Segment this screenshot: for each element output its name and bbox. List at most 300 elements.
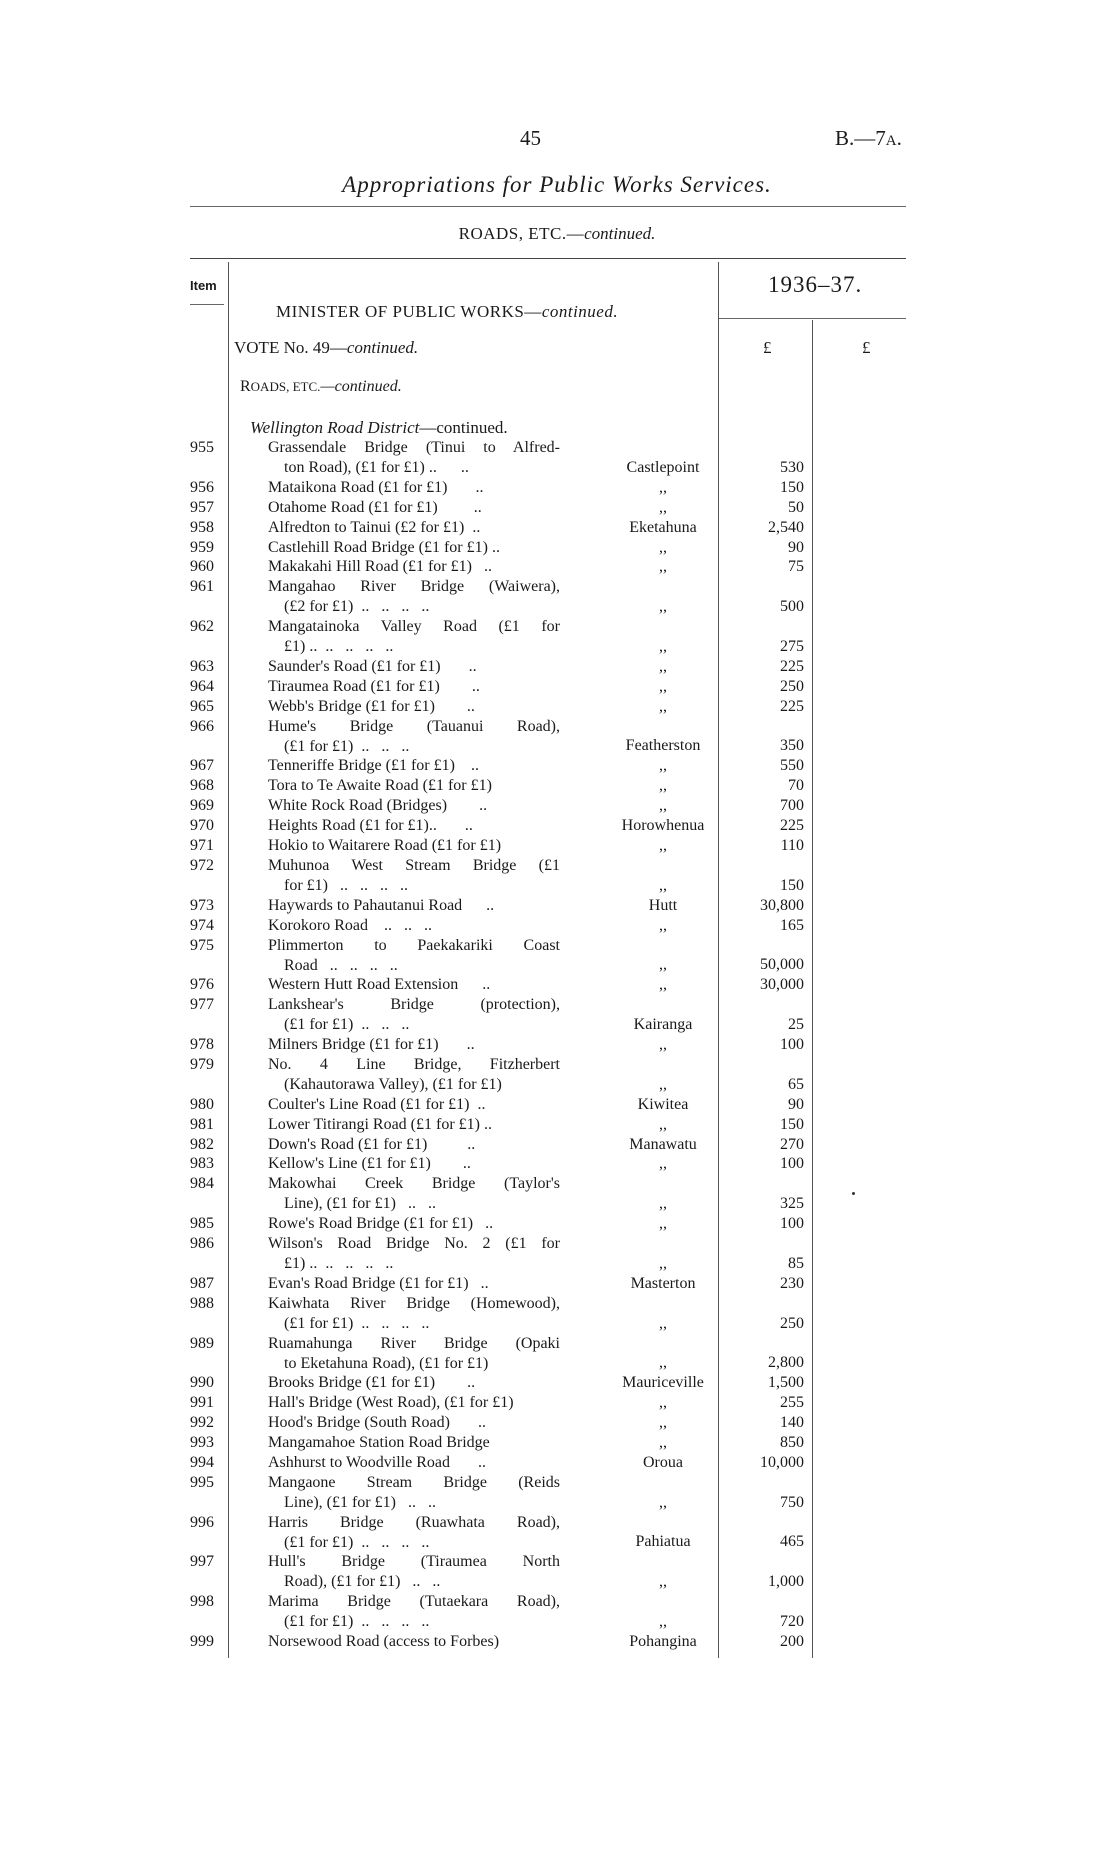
item-description-line: Road .. .. .. ..: [284, 956, 398, 974]
item-number: 972: [190, 856, 214, 874]
item-description-line: Line), (£1 for £1) .. ..: [284, 1493, 436, 1511]
item-description-line: Lower Titirangi Road (£1 for £1) ..: [268, 1115, 492, 1133]
item-description: [268, 1473, 560, 1513]
item-district: ,,: [659, 1075, 667, 1093]
item-number: 964: [190, 677, 214, 695]
item-description: [268, 1274, 560, 1294]
item-description: [268, 538, 560, 558]
item-amount: 65: [788, 1075, 804, 1093]
item-number: 968: [190, 777, 214, 795]
item-description-line: (£1 for £1) .. .. .. ..: [284, 1533, 430, 1551]
item-amount: 100: [780, 1155, 804, 1173]
item-district: ,,: [659, 1354, 667, 1372]
table-row: [0, 1433, 1114, 1453]
item-description: [268, 756, 560, 776]
item-number: 970: [190, 817, 214, 835]
table-row: [0, 916, 1114, 936]
item-number: 978: [190, 1036, 214, 1053]
minister-heading-text: MINISTER OF PUBLIC WORKS—: [276, 302, 542, 321]
item-description: [268, 657, 560, 677]
district-continued: —continued.: [419, 418, 508, 437]
item-description-line: for £1) .. .. .. ..: [284, 876, 408, 894]
table-row: [0, 1373, 1114, 1393]
item-district: ,,: [659, 1215, 667, 1233]
item-description: [268, 1174, 560, 1214]
item-amount: 2,540: [768, 518, 804, 536]
item-amount: 200: [780, 1633, 804, 1650]
item-district: ,,: [659, 538, 667, 556]
item-number: 995: [190, 1473, 214, 1491]
doc-ref-suffix: A: [885, 133, 897, 149]
table-row: [0, 1592, 1114, 1632]
item-district: ,,: [659, 1314, 667, 1332]
item-description: [268, 717, 560, 757]
item-number: 960: [190, 558, 214, 576]
item-description-line: Tenneriffe Bridge (£1 for £1) ..: [268, 757, 479, 775]
district-subheading: [250, 418, 508, 438]
table-row: [0, 896, 1114, 916]
table-row: [0, 577, 1114, 617]
item-number: 998: [190, 1593, 214, 1611]
rule-table-top: [190, 258, 906, 259]
page-number: 45: [520, 126, 541, 150]
item-description-line: White Rock Road (Bridges) ..: [268, 797, 488, 815]
roads-subheading-capital: R: [240, 378, 251, 395]
item-district: ,,: [659, 1573, 667, 1591]
item-description-line: (£1 for £1) .. .. ..: [284, 737, 410, 755]
item-amount: 225: [780, 697, 804, 715]
item-description-line: Road), (£1 for £1) .. ..: [284, 1573, 441, 1591]
item-district: ,,: [659, 1155, 667, 1173]
item-description-line: (£1 for £1) .. .. .. ..: [284, 1613, 430, 1631]
item-district: ,,: [659, 498, 667, 516]
item-amount: 270: [780, 1135, 804, 1153]
item-description-line: Plimmerton to Paekakariki Coast: [268, 936, 560, 954]
item-description-line: Harris Bridge (Ruawhata Road),: [268, 1513, 560, 1531]
item-number: 963: [190, 657, 214, 675]
item-description-line: Kaiwhata River Bridge (Homewood),: [268, 1294, 560, 1312]
item-description: [268, 1334, 560, 1374]
item-number: 987: [190, 1274, 214, 1292]
item-amount: 250: [780, 1314, 804, 1332]
item-description: [268, 1135, 560, 1155]
table-row: [0, 538, 1114, 558]
document-reference: B.—7A.: [835, 126, 902, 150]
item-amount: 150: [780, 478, 804, 496]
item-amount: 750: [780, 1493, 804, 1511]
item-amount: 10,000: [760, 1453, 804, 1471]
table-row: [0, 1115, 1114, 1135]
table-row: [0, 557, 1114, 577]
section-heading-continued: continued.: [584, 224, 656, 243]
item-amount: 165: [780, 916, 804, 934]
table-row: [0, 1174, 1114, 1214]
item-amount: 500: [780, 598, 804, 616]
table-row: [0, 1035, 1114, 1055]
item-description-line: Wilson's Road Bridge No. 2 (£1 for: [268, 1235, 560, 1252]
item-district: ,,: [659, 757, 667, 775]
item-description: [268, 438, 560, 478]
item-description-line: £1) .. .. .. .. ..: [284, 638, 394, 656]
item-amount: 325: [780, 1195, 804, 1213]
item-description-line: Coulter's Line Road (£1 for £1) ..: [268, 1095, 486, 1113]
item-district: ,,: [659, 837, 667, 854]
table-row: [0, 1334, 1114, 1374]
item-amount: 100: [780, 1036, 804, 1053]
item-number: 979: [190, 1055, 214, 1073]
item-description: [268, 1055, 560, 1095]
item-amount: 50: [788, 498, 804, 516]
item-district: ,,: [659, 1493, 667, 1511]
item-district: Featherston: [625, 737, 701, 755]
item-district: Pahiatua: [635, 1533, 691, 1551]
item-description-line: (£1 for £1) .. .. ..: [284, 1016, 410, 1034]
item-district: ,,: [659, 1394, 667, 1412]
item-district: ,,: [659, 956, 667, 974]
table-row: [0, 657, 1114, 677]
table-row: [0, 438, 1114, 478]
table-row: [0, 1413, 1114, 1433]
item-number: 993: [190, 1434, 214, 1451]
table-row: [0, 776, 1114, 796]
page-title: Appropriations for Public Works Services.: [342, 172, 772, 197]
item-amount: 2,800: [768, 1354, 804, 1372]
item-description-line: Makakahi Hill Road (£1 for £1) ..: [268, 558, 492, 576]
item-number: 959: [190, 538, 214, 556]
item-description-line: Milners Bridge (£1 for £1) ..: [268, 1036, 475, 1053]
item-district: Masterton: [630, 1274, 696, 1292]
item-description: [268, 1592, 560, 1632]
item-description: [268, 697, 560, 717]
item-description: [268, 1095, 560, 1115]
item-amount: 150: [780, 876, 804, 894]
item-amount: 140: [780, 1414, 804, 1432]
item-district: Hutt: [648, 896, 678, 914]
item-description-line: Hood's Bridge (South Road) ..: [268, 1414, 486, 1432]
table-row: [0, 995, 1114, 1035]
year-heading: 1936–37.: [768, 272, 863, 297]
item-number: 965: [190, 697, 214, 715]
item-district: ,,: [659, 777, 667, 795]
item-district: ,,: [659, 558, 667, 576]
item-description-line: Ruamahunga River Bridge (Opaki: [268, 1334, 560, 1352]
item-amount: 225: [780, 657, 804, 675]
table-row: [0, 677, 1114, 697]
item-description-line: No. 4 Line Bridge, Fitzherbert: [268, 1055, 560, 1073]
vote-heading: [234, 338, 418, 358]
table-row: [0, 975, 1114, 995]
table-row: [0, 936, 1114, 976]
item-description: [268, 1154, 560, 1174]
item-number: 996: [190, 1513, 214, 1531]
item-amount: 1,500: [768, 1374, 804, 1392]
item-district: ,,: [659, 1036, 667, 1053]
item-description-line: (£1 for £1) .. .. .. ..: [284, 1314, 430, 1332]
roads-subheading-continued: —continued.: [320, 378, 402, 395]
item-description-line: ton Road), (£1 for £1) .. ..: [284, 459, 469, 476]
item-amount: 720: [780, 1613, 804, 1631]
item-amount: 250: [780, 677, 804, 695]
item-number: 974: [190, 916, 214, 934]
item-description-line: Evan's Road Bridge (£1 for £1) ..: [268, 1274, 489, 1292]
item-description: [268, 1393, 560, 1413]
item-description-line: Haywards to Pahautanui Road ..: [268, 896, 495, 914]
item-amount: 230: [780, 1274, 804, 1292]
item-description-line: Tora to Te Awaite Road (£1 for £1): [268, 777, 492, 795]
item-number: 957: [190, 498, 214, 516]
table-row: [0, 756, 1114, 776]
item-amount: 850: [780, 1434, 804, 1451]
table-row: [0, 498, 1114, 518]
item-number: 982: [190, 1135, 214, 1153]
item-description-line: Ashhurst to Woodville Road ..: [268, 1453, 486, 1471]
item-number: 988: [190, 1294, 214, 1312]
vote-heading-continued: continued.: [346, 338, 419, 357]
table-row: [0, 518, 1114, 538]
item-district: ,,: [659, 1414, 667, 1432]
column-header-item: Item: [190, 278, 217, 293]
item-description-line: Norsewood Road (access to Forbes): [268, 1633, 500, 1650]
table-row: [0, 1513, 1114, 1553]
item-district: ,,: [659, 1254, 667, 1272]
table-row: [0, 1552, 1114, 1592]
item-description: [268, 1453, 560, 1473]
item-description: [268, 816, 560, 836]
item-amount: 50,000: [760, 956, 804, 974]
item-description-line: Hall's Bridge (West Road), (£1 for £1): [268, 1394, 514, 1412]
item-description-line: Tiraumea Road (£1 for £1) ..: [268, 677, 480, 695]
item-number: 992: [190, 1414, 214, 1432]
item-description: [268, 577, 560, 617]
item-district: Pohangina: [629, 1633, 697, 1650]
item-amount: 70: [788, 777, 804, 795]
item-description: [268, 1373, 560, 1393]
item-district: ,,: [659, 1434, 667, 1451]
item-description: [268, 856, 560, 896]
item-description-line: Castlehill Road Bridge (£1 for £1) ..: [268, 538, 500, 556]
item-number: 969: [190, 797, 214, 815]
table-row: [0, 1632, 1114, 1652]
item-district: ,,: [659, 677, 667, 695]
roads-subheading-smallcaps: OADS, ETC.: [250, 379, 321, 394]
table-row: [0, 1473, 1114, 1513]
item-number: 956: [190, 478, 214, 496]
item-description-line: Muhunoa West Stream Bridge (£1: [268, 856, 560, 874]
table-row: [0, 1234, 1114, 1274]
item-description-line: Makowhai Creek Bridge (Taylor's: [268, 1175, 560, 1193]
item-number: 997: [190, 1553, 214, 1571]
item-number: 984: [190, 1175, 214, 1193]
item-number: 991: [190, 1394, 214, 1412]
item-description: [268, 617, 560, 657]
item-amount: 30,800: [760, 896, 804, 914]
item-description: [268, 1552, 560, 1592]
table-row: [0, 796, 1114, 816]
item-district: ,,: [659, 697, 667, 715]
item-description: [268, 796, 560, 816]
item-number: 958: [190, 518, 214, 536]
item-description-line: (Kahautorawa Valley), (£1 for £1): [284, 1075, 502, 1093]
item-number: 983: [190, 1155, 214, 1173]
item-description-line: Mangaone Stream Bridge (Reids: [268, 1473, 560, 1491]
rule-item-header: [190, 304, 224, 305]
table-row: [0, 1095, 1114, 1115]
item-district: Oroua: [643, 1453, 683, 1471]
item-description: [268, 518, 560, 538]
item-description-line: (£2 for £1) .. .. .. ..: [284, 598, 430, 616]
item-description-line: Brooks Bridge (£1 for £1) ..: [268, 1374, 476, 1392]
item-description: [268, 1413, 560, 1433]
item-district: ,,: [659, 657, 667, 675]
table-row: [0, 717, 1114, 757]
item-description-line: Alfredton to Tainui (£2 for £1) ..: [268, 518, 481, 536]
table-row: [0, 1294, 1114, 1334]
item-description-line: Line), (£1 for £1) .. ..: [284, 1195, 436, 1213]
item-description-line: Mangamahoe Station Road Bridge: [268, 1434, 490, 1451]
table-row: [0, 1135, 1114, 1155]
item-description: [268, 557, 560, 577]
item-description: [268, 776, 560, 796]
item-number: 973: [190, 896, 214, 914]
item-description: [268, 1234, 560, 1274]
item-description: [268, 1513, 560, 1553]
item-description: [268, 936, 560, 976]
doc-ref-main: B.—7: [835, 126, 886, 150]
table-row: [0, 816, 1114, 836]
item-amount: 110: [780, 837, 804, 854]
item-number: 980: [190, 1095, 214, 1113]
item-description: [268, 1115, 560, 1135]
item-amount: 150: [780, 1115, 804, 1133]
item-description-line: Hokio to Waitarere Road (£1 for £1): [268, 837, 502, 854]
item-description-line: Lankshear's Bridge (protection),: [268, 996, 560, 1014]
item-district: Kiwitea: [637, 1095, 689, 1113]
item-district: ,,: [659, 598, 667, 616]
table-row: [0, 1393, 1114, 1413]
table-row: [0, 1214, 1114, 1234]
item-amount: 90: [788, 538, 804, 556]
item-amount: 530: [780, 458, 804, 476]
item-district: Horowhenua: [621, 817, 705, 835]
item-district: ,,: [659, 797, 667, 815]
item-description: [268, 1294, 560, 1334]
item-number: 961: [190, 578, 214, 596]
item-number: 999: [190, 1633, 214, 1650]
item-description: [268, 1433, 560, 1453]
item-number: 994: [190, 1453, 214, 1471]
item-description: [268, 498, 560, 518]
section-heading: [0, 224, 1114, 244]
item-description-line: Otahome Road (£1 for £1) ..: [268, 498, 482, 516]
item-description: [268, 478, 560, 498]
item-description-line: Webb's Bridge (£1 for £1) ..: [268, 697, 475, 715]
item-district: Eketahuna: [629, 518, 697, 536]
item-description-line: Rowe's Road Bridge (£1 for £1) ..: [268, 1215, 494, 1233]
item-description: [268, 1632, 560, 1652]
rule-top: [190, 206, 906, 207]
table-row: [0, 617, 1114, 657]
item-district: ,,: [659, 1613, 667, 1631]
item-description: [268, 1214, 560, 1234]
item-description-line: Grassendale Bridge (Tinui to Alfred-: [268, 439, 560, 456]
item-amount: 465: [780, 1533, 804, 1551]
item-amount: 1,000: [768, 1573, 804, 1591]
table-row: [0, 697, 1114, 717]
item-amount: 75: [788, 558, 804, 576]
item-description: [268, 975, 560, 995]
table-row: [0, 1274, 1114, 1294]
item-district: ,,: [659, 637, 667, 655]
item-description-line: Mangahao River Bridge (Waiwera),: [268, 578, 560, 596]
item-amount: 100: [780, 1215, 804, 1233]
item-amount: 350: [780, 737, 804, 755]
item-description: [268, 995, 560, 1035]
item-district: ,,: [659, 976, 667, 994]
table-row: [0, 478, 1114, 498]
item-amount: 30,000: [760, 976, 804, 994]
item-district: Kairanga: [633, 1016, 693, 1034]
item-amount: 25: [788, 1016, 804, 1034]
item-amount: 255: [780, 1394, 804, 1412]
item-description-line: Marima Bridge (Tutaekara Road),: [268, 1593, 560, 1611]
item-description-line: Mangatainoka Valley Road (£1 for: [268, 618, 560, 636]
item-district: ,,: [659, 876, 667, 894]
item-description-line: Western Hutt Road Extension ..: [268, 976, 491, 994]
roads-subheading: [240, 378, 402, 396]
item-district: ,,: [659, 916, 667, 934]
item-description: [268, 1035, 560, 1055]
item-description-line: Hull's Bridge (Tiraumea North: [268, 1553, 560, 1571]
pound-column-1-header: £: [763, 338, 772, 357]
item-number: 990: [190, 1374, 214, 1392]
pound-column-2-header: £: [862, 338, 871, 357]
item-number: 977: [190, 996, 214, 1014]
item-number: 967: [190, 757, 214, 775]
item-description-line: Down's Road (£1 for £1) ..: [268, 1135, 476, 1153]
item-number: 989: [190, 1334, 214, 1352]
table-row: [0, 1154, 1114, 1174]
item-district: ,,: [659, 1195, 667, 1213]
item-description: [268, 677, 560, 697]
item-amount: 90: [788, 1095, 804, 1113]
item-description-line: Heights Road (£1 for £1).. ..: [268, 817, 473, 835]
item-description-line: Saunder's Road (£1 for £1) ..: [268, 657, 477, 675]
rule-year: [718, 318, 906, 319]
item-number: 975: [190, 936, 214, 954]
item-number: 985: [190, 1215, 214, 1233]
item-description-line: to Eketahuna Road), (£1 for £1): [284, 1354, 489, 1372]
district-name: Wellington Road District: [250, 418, 420, 437]
item-description-line: £1) .. .. .. .. ..: [284, 1255, 394, 1272]
item-number: 976: [190, 976, 214, 994]
item-description-line: Hume's Bridge (Tauanui Road),: [268, 717, 560, 735]
item-district: ,,: [659, 1115, 667, 1133]
item-description-line: Kellow's Line (£1 for £1) ..: [268, 1155, 471, 1173]
item-district: Manawatu: [629, 1135, 697, 1153]
item-number: 981: [190, 1115, 214, 1133]
item-description: [268, 916, 560, 936]
table-row: [0, 1453, 1114, 1473]
item-amount: 225: [780, 817, 804, 835]
table-row: [0, 1055, 1114, 1095]
item-description-line: Korokoro Road .. .. ..: [268, 916, 432, 934]
item-number: 955: [190, 439, 214, 456]
item-district: Castlepoint: [626, 458, 700, 476]
table-row: [0, 856, 1114, 896]
minister-heading: [276, 302, 618, 322]
item-amount: 550: [780, 757, 804, 775]
item-district: ,,: [659, 478, 667, 496]
